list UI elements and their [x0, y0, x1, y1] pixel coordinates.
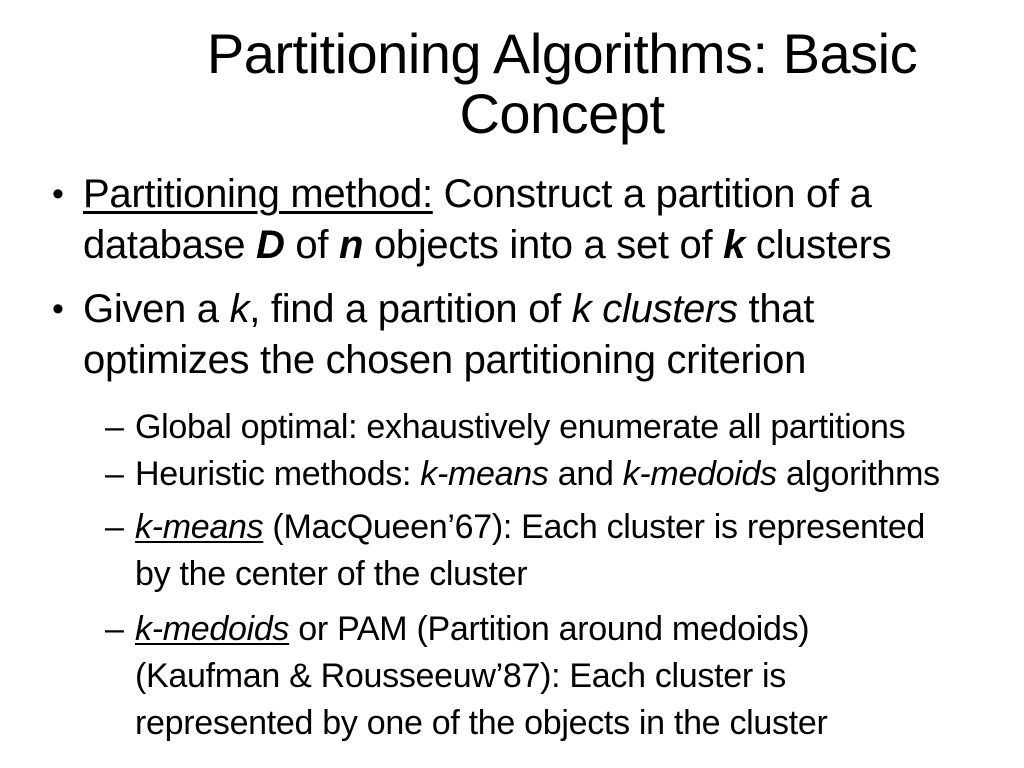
subbullet-heuristic-methods: [0, 451, 1024, 498]
text-run: Construct a partition of a: [432, 172, 872, 216]
text-run: n: [339, 223, 364, 267]
text-run: clusters: [745, 223, 892, 267]
text-run: (MacQueen’67): Each cluster is represented: [263, 508, 926, 546]
dash-marker: –: [105, 610, 124, 648]
text-run: k-means: [420, 455, 549, 493]
text-run: k-medoids: [135, 610, 290, 648]
text-run: database: [83, 223, 257, 267]
text-run: algorithms: [776, 455, 940, 493]
text-line: [135, 700, 1024, 747]
text-line: [135, 606, 1024, 653]
text-line: [83, 220, 1024, 271]
bullet-list: [0, 169, 1024, 747]
text-run: or PAM (Partition around medoids): [289, 610, 810, 648]
text-line: [83, 335, 1024, 386]
text-line: [135, 451, 1024, 498]
text-run: k clusters: [571, 287, 738, 331]
subbullet-global-optimal: [0, 404, 1024, 451]
text-line: [83, 169, 1024, 220]
text-run: of: [284, 223, 339, 267]
bullet-given-k: [0, 284, 1024, 386]
subbullet-k-medoids: [0, 606, 1024, 747]
subbullet-k-means: [0, 504, 1024, 598]
text-run: by the center of the cluster: [135, 555, 528, 593]
text-line: [135, 653, 1024, 700]
text-line: [83, 284, 1024, 335]
text-run: Global optimal: exhaustively enumerate all partitions: [135, 408, 906, 446]
text-line: [135, 551, 1024, 598]
text-run: k: [723, 223, 746, 267]
text-run: that: [737, 287, 815, 331]
text-run: k: [229, 287, 250, 331]
dash-marker: –: [105, 508, 124, 546]
text-run: Heuristic methods:: [135, 455, 421, 493]
text-run: Partitioning method:: [83, 172, 433, 216]
dash-marker: –: [105, 408, 124, 446]
bullet-marker: •: [52, 290, 64, 328]
bullet-marker: •: [52, 175, 64, 213]
title-line-1: Partitioning Algorithms: Basic: [206, 22, 918, 85]
text-run: (Kaufman & Rousseeuw’87): Each cluster is: [135, 657, 786, 695]
text-run: k-medoids: [622, 455, 777, 493]
text-run: and: [548, 455, 623, 493]
text-run: Given a: [83, 287, 230, 331]
slide-body: [0, 169, 1024, 747]
text-run: k-means: [135, 508, 264, 546]
text-run: represented by one of the objects in the cluster: [135, 704, 828, 742]
title-line-2: Concept: [459, 82, 665, 145]
text-line: [135, 504, 1024, 551]
text-run: , find a partition of: [249, 287, 572, 331]
text-run: D: [256, 223, 285, 267]
text-run: objects into a set of: [363, 223, 724, 267]
bullet-partitioning-method: [0, 169, 1024, 271]
dash-marker: –: [105, 455, 124, 493]
slide-title: [100, 24, 1024, 144]
text-run: optimizes the chosen partitioning criterion: [83, 338, 807, 382]
text-line: [135, 404, 1024, 451]
